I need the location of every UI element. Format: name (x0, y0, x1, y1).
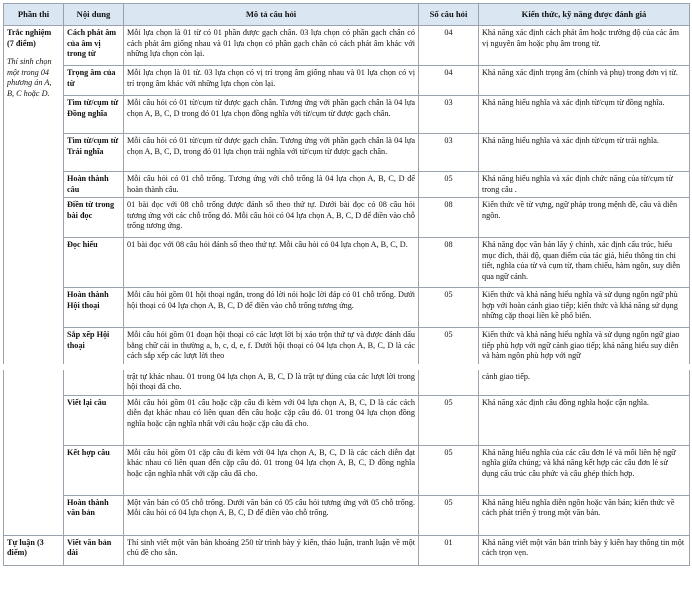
row-skills: Khả năng đọc văn bản lấy ý chính, xác định cấu trúc, hiểu mục đích, thái độ, quan điểm của tác giả, hiểu thông tin chi tiết, nghĩa của từ và cụm từ, tham chiếu, hàm ngôn, suy diễn qua ngữ cảnh. (479, 238, 690, 288)
row-count (419, 367, 479, 396)
row-description: Thí sinh viết một văn bản khoảng 250 từ trình bày ý kiến, thảo luận, tranh luận về một chủ đề cho sẵn. (124, 535, 419, 565)
row-content: Đọc hiểu (64, 238, 124, 288)
row-skills: cảnh giao tiếp. (479, 367, 690, 396)
row-skills: Kiến thức và khả năng hiểu nghĩa và sử dụng ngôn ngữ phù hợp với hoàn cảnh giao tiếp; kiến thức và khả năng sử dụng những cặp thoại liền kề phổ biến. (479, 288, 690, 328)
row-description: Mỗi câu hỏi gồm 01 cặp câu đi kèm với 04 lựa chọn A, B, C, D là các cách diễn đạt khác nhau có liên quan đến cặp câu đó. 01 trong 04 lựa chọn A, B, C, D đồng nghĩa hoặc cận nghĩa nhất với cặp câu đã cho. (124, 445, 419, 495)
row-description: Mỗi câu hỏi có 01 từ/cụm từ được gạch chân. Tương ứng với phần gạch chân là 04 lựa chọn A, B, C, D, trong đó 01 lựa chọn trái nghĩa với từ/cụm từ được gạch chân. (124, 134, 419, 172)
table-row (4, 495, 690, 535)
row-count: 04 (419, 26, 479, 66)
table-row (4, 172, 690, 198)
row-description: 01 bài đọc với 08 câu hỏi đánh số theo thứ tự. Mỗi câu hỏi có 04 lựa chọn A, B, C, D. (124, 238, 419, 288)
header-part: Phần thi (4, 4, 64, 26)
row-count: 05 (419, 172, 479, 198)
row-count: 05 (419, 495, 479, 535)
table-row (4, 134, 690, 172)
row-skills: Khả năng hiểu nghĩa của các câu đơn lẻ và mối liên hệ ngữ nghĩa giữa chúng; và khả năng kết hợp các câu đơn lẻ sử dụng cấu trúc câu phức và câu ghép thích hợp. (479, 445, 690, 495)
row-content: Tìm từ/cụm từ Trái nghĩa (64, 134, 124, 172)
row-description: Một văn bản có 05 chỗ trống. Dưới văn bản có 05 câu hỏi tương ứng với 05 chỗ trống. Mỗi câu hỏi có 04 lựa chọn A, B, C, D để điền vào chỗ trống. (124, 495, 419, 535)
row-content: Cách phát âm của âm vị trong từ (64, 26, 124, 66)
row-count: 05 (419, 328, 479, 367)
header-count: Số câu hỏi (419, 4, 479, 26)
part-cell-continued (4, 367, 64, 536)
row-content: Điền từ trong bài đọc (64, 198, 124, 238)
row-count: 05 (419, 445, 479, 495)
table-row (4, 238, 690, 288)
row-content: Viết văn bản dài (64, 535, 124, 565)
table-header-row (4, 4, 690, 26)
row-description: Mỗi lựa chọn là 01 từ. 03 lựa chọn có vị trí trọng âm giống nhau và 01 lựa chọn có vị trí trọng âm khác với những lựa chọn còn lại. (124, 66, 419, 96)
row-description: Mỗi lựa chọn là 01 từ có 01 phần được gạch chân. 03 lựa chọn có phần gạch chân có cách phát âm giống nhau và 01 lựa chọn có phần gạch chân có cách phát âm khác với những lựa chọn còn lại. (124, 26, 419, 66)
row-description: trật tự khác nhau. 01 trong 04 lựa chọn A, B, C, D là trật tự đúng của các lượt lời trong hội thoại đã cho. (124, 367, 419, 396)
row-content: Sắp xếp Hội thoại (64, 328, 124, 367)
row-count: 08 (419, 238, 479, 288)
row-content: Trọng âm của từ (64, 66, 124, 96)
row-count: 03 (419, 134, 479, 172)
table-row-continuation (4, 367, 690, 396)
table-row (4, 96, 690, 134)
row-skills: Khả năng xác định câu đồng nghĩa hoặc cận nghĩa. (479, 395, 690, 445)
table-row (4, 395, 690, 445)
row-count: 03 (419, 96, 479, 134)
table-row (4, 328, 690, 367)
row-description: Mỗi câu hỏi gồm 01 câu hoặc cặp câu đi kèm với 04 lựa chọn A, B, C, D là các cách diễn đạt khác nhau có liên quan đến câu hoặc cặp câu đó. 01 trong 04 lựa chọn đồng nghĩa hoặc cận nghĩa nhất với câu hoặc cặp câu đã cho. (124, 395, 419, 445)
part-title: Trắc nghiệm (7 điểm) (7, 28, 52, 48)
header-description: Mô tả câu hỏi (124, 4, 419, 26)
row-content (64, 367, 124, 396)
row-count: 04 (419, 66, 479, 96)
row-description: Mỗi câu hỏi có 01 chỗ trống. Tương ứng với chỗ trống là 04 lựa chọn A, B, C, D để hoàn thành câu. (124, 172, 419, 198)
row-count: 01 (419, 535, 479, 565)
table-row (4, 198, 690, 238)
table-row (4, 445, 690, 495)
header-content: Nội dung (64, 4, 124, 26)
row-description: 01 bài đọc với 08 chỗ trống được đánh số theo thứ tự. Dưới bài đọc có 08 câu hỏi tương ứng với các chỗ trống đó. Mỗi câu hỏi có 04 lựa chọn A, B, C, D để điền vào chỗ trống tương ứng. (124, 198, 419, 238)
exam-structure-table (3, 3, 690, 566)
row-content: Tìm từ/cụm từ Đồng nghĩa (64, 96, 124, 134)
part-cell-multiple-choice (4, 26, 64, 367)
row-skills: Khả năng xác định trọng âm (chính và phụ) trong đơn vị từ. (479, 66, 690, 96)
row-skills: Khả năng xác định cách phát âm hoặc trường độ của các âm vị nguyên âm hoặc phụ âm trong từ. (479, 26, 690, 66)
row-description: Mỗi câu hỏi có 01 từ/cụm từ được gạch chân. Tương ứng với phần gạch chân là 04 lựa chọn A, B, C, D trong đó 01 lựa chọn đồng nghĩa với từ/cụm từ được gạch chân. (124, 96, 419, 134)
header-skills: Kiến thức, kỹ năng được đánh giá (479, 4, 690, 26)
part-note: Thí sinh chọn một trong 04 phương án A, B, C hoặc D. (7, 57, 52, 98)
row-skills: Kiến thức về từ vựng, ngữ pháp trong mệnh đề, câu và diễn ngôn. (479, 198, 690, 238)
row-skills: Khả năng hiểu nghĩa diễn ngôn hoặc văn bản; kiến thức về cách phát triển ý trong một văn bản. (479, 495, 690, 535)
row-skills: Khả năng hiểu nghĩa và xác định chức năng của từ/cụm từ trong câu . (479, 172, 690, 198)
row-skills: Kiến thức và khả năng hiểu nghĩa và sử dụng ngôn ngữ giao tiếp phù hợp với ngữ cảnh giao tiếp; khả năng hiểu suy diễn và hàm ngôn phù hợp với ngữ (479, 328, 690, 367)
row-count: 05 (419, 395, 479, 445)
row-content: Hoàn thành văn bản (64, 495, 124, 535)
row-description: Mỗi câu hỏi gồm 01 đoạn hội thoại có các lượt lời bị xáo trộn thứ tự và được đánh dấu bằng chữ cái in thường a, b, c, d, e, f. Dưới hội thoại có 04 lựa chọn A, B, C, D là các cách sắp xếp các lượt lời theo (124, 328, 419, 367)
row-content: Hoàn thành Hội thoại (64, 288, 124, 328)
row-skills: Khả năng hiểu nghĩa và xác định từ/cụm từ đồng nghĩa. (479, 96, 690, 134)
part-title: Tự luận (3 điểm) (7, 537, 44, 557)
table-row (4, 288, 690, 328)
row-skills: Khả năng viết một văn bản trình bày ý kiến hay thông tin một cách trọn vẹn. (479, 535, 690, 565)
table-row (4, 66, 690, 96)
row-description: Mỗi câu hỏi gồm 01 hội thoại ngắn, trong đó lời nói hoặc lời đáp có 01 chỗ trống. Dưới hội thoại có 04 lựa chọn A, B, C, D để điền vào chỗ trống tương ứng. (124, 288, 419, 328)
row-count: 05 (419, 288, 479, 328)
row-content: Hoàn thành câu (64, 172, 124, 198)
table-row (4, 26, 690, 66)
row-skills: Khả năng hiểu nghĩa và xác định từ/cụm từ trái nghĩa. (479, 134, 690, 172)
row-content: Viết lại câu (64, 395, 124, 445)
row-count: 08 (419, 198, 479, 238)
table-row (4, 535, 690, 565)
row-content: Kết hợp câu (64, 445, 124, 495)
part-cell-essay (4, 535, 64, 565)
